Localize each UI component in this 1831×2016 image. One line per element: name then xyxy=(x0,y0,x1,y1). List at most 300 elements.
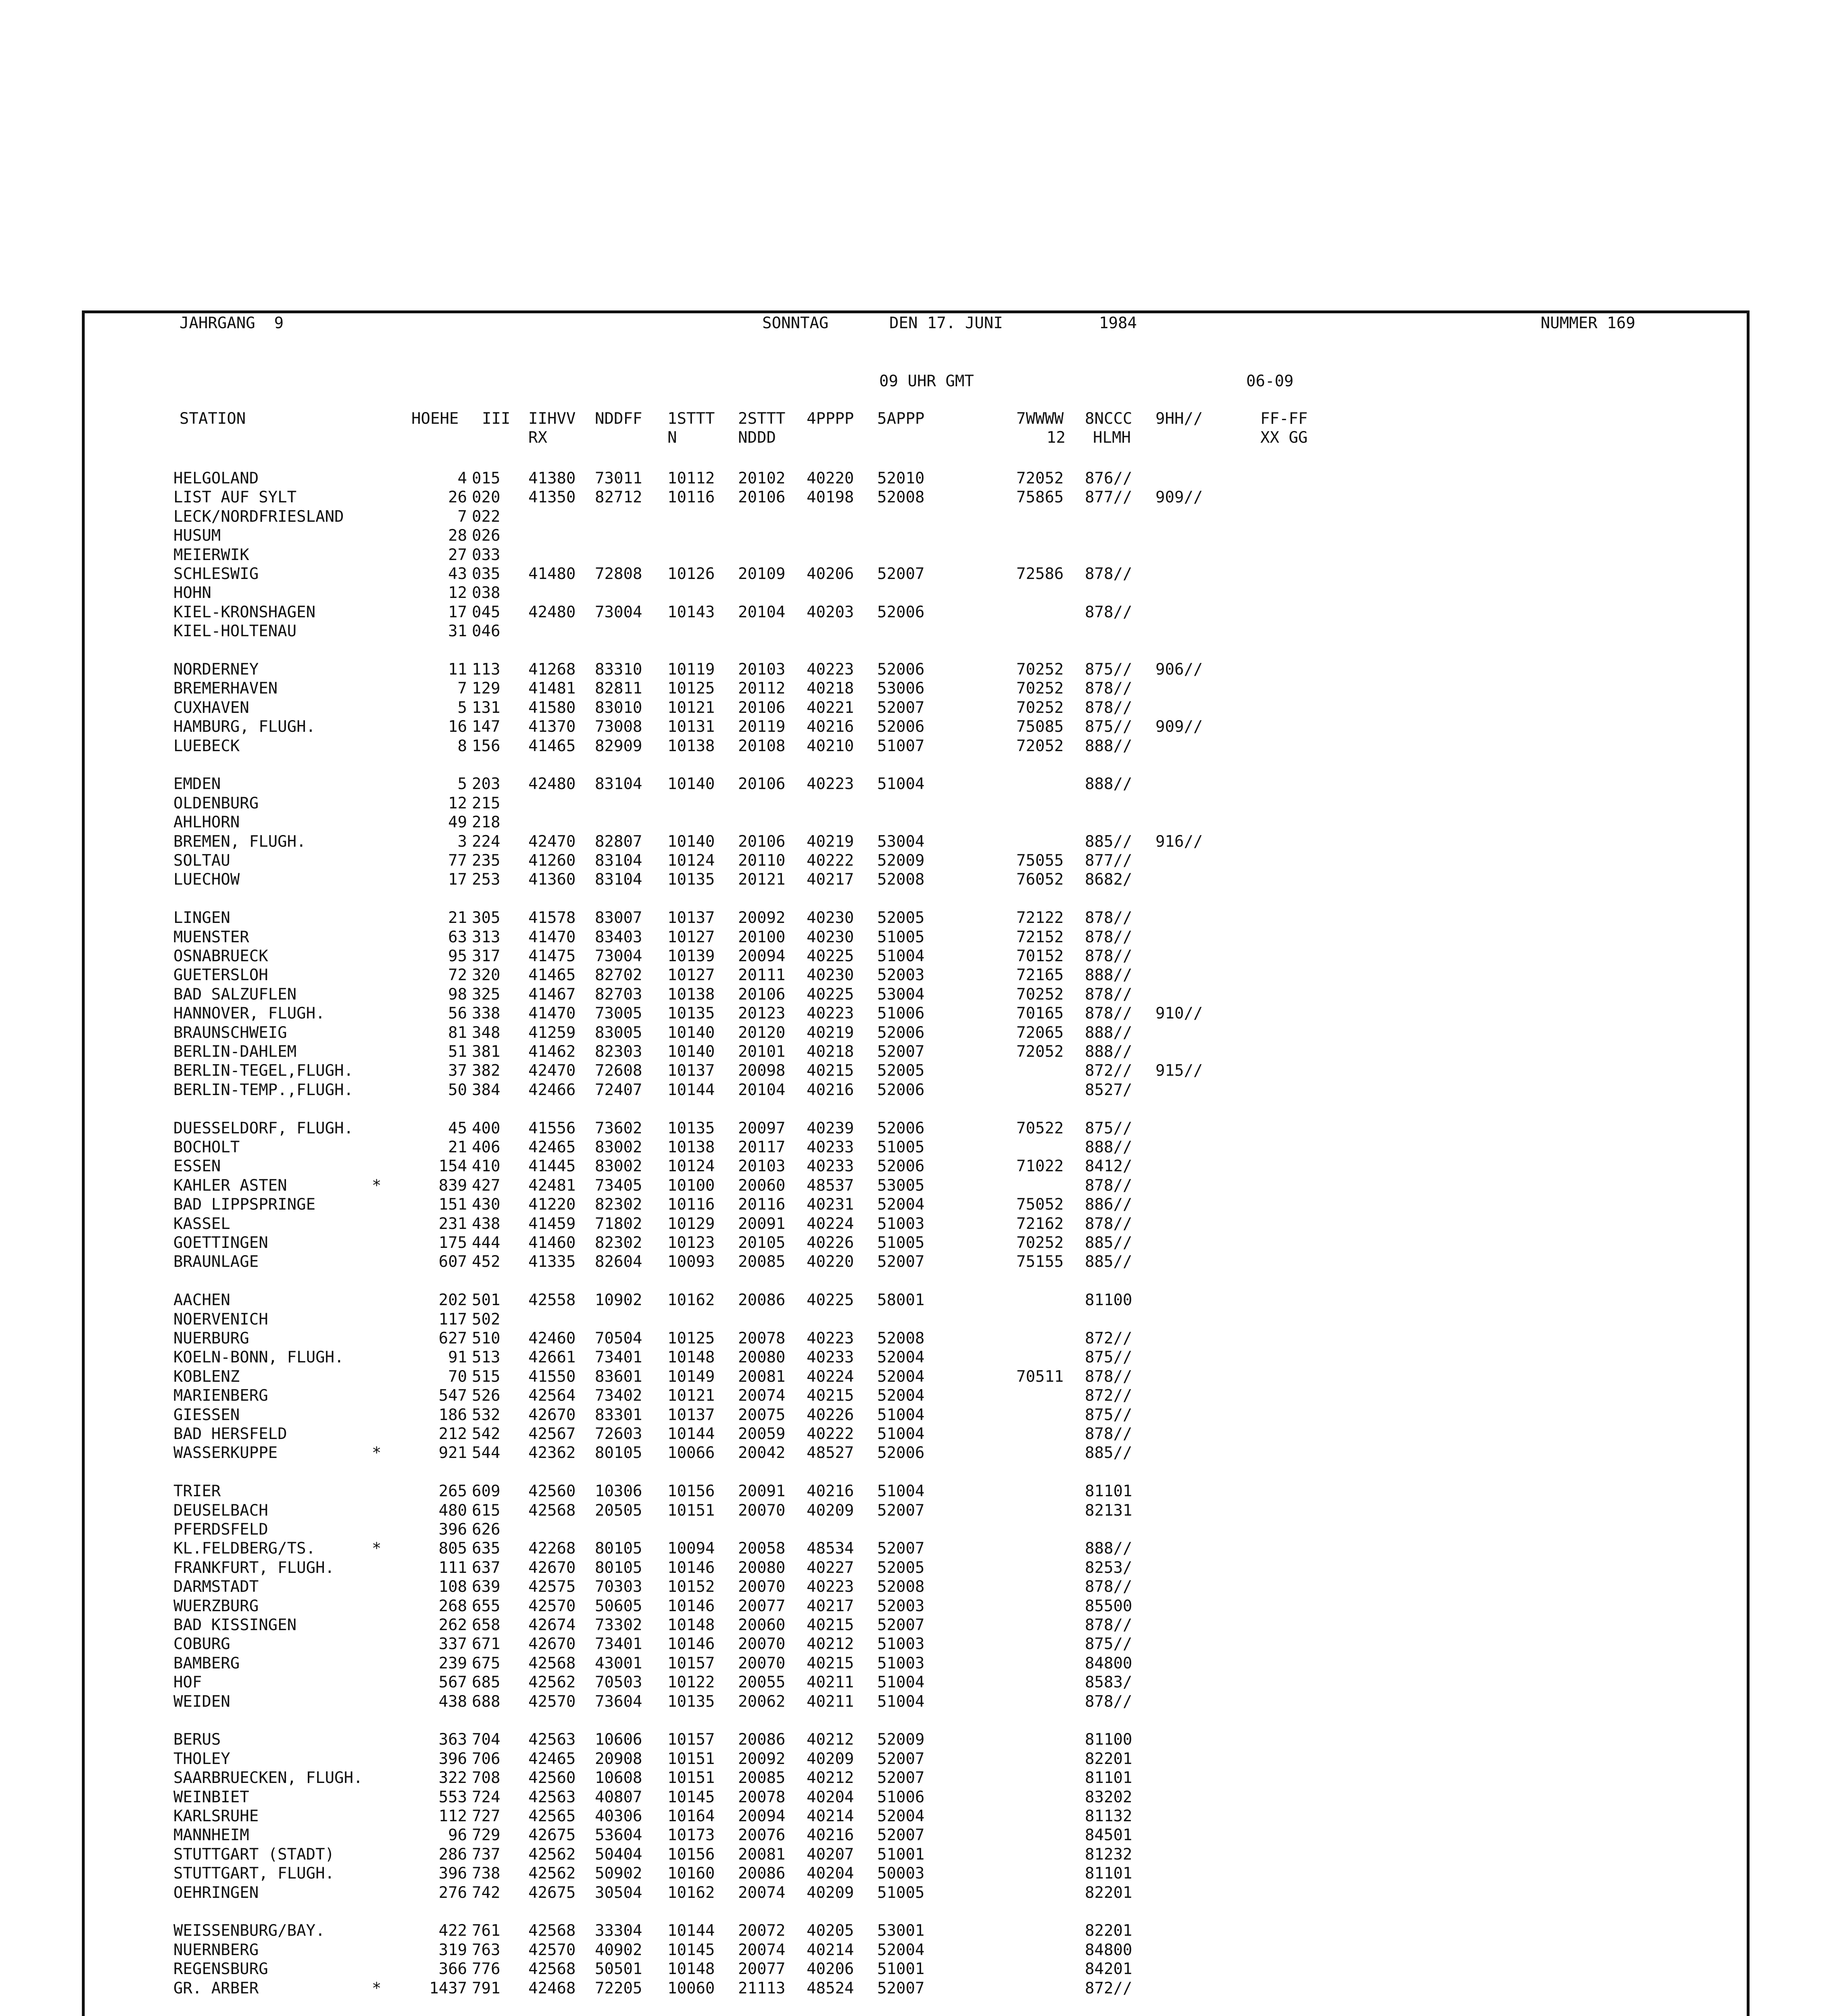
value-4pppp: 40216 xyxy=(807,718,854,736)
value-8nccc: 878// xyxy=(1085,698,1132,717)
station-altitude: 17 xyxy=(448,603,467,621)
value-2sttt: 20074 xyxy=(738,1387,786,1405)
col-8nccc: 8NCCC xyxy=(1085,410,1132,428)
value-4pppp: 40206 xyxy=(807,565,854,583)
station-name: MEIERWIK xyxy=(173,546,249,564)
station-id: 510 xyxy=(472,1329,501,1347)
value-4pppp: 40223 xyxy=(807,775,854,793)
value-4pppp: 48524 xyxy=(807,1979,854,1997)
value-nddff: 82703 xyxy=(595,985,642,1004)
value-iihvv: 42565 xyxy=(528,1807,576,1825)
value-4pppp: 40218 xyxy=(807,1043,854,1061)
value-8nccc: 888// xyxy=(1085,1023,1132,1042)
value-iihvv: 42562 xyxy=(528,1673,576,1692)
value-5appp: 51004 xyxy=(877,1692,925,1711)
station-id: 129 xyxy=(472,679,501,698)
value-4pppp: 40225 xyxy=(807,947,854,965)
value-4pppp: 40233 xyxy=(807,1348,854,1367)
station-altitude: 112 xyxy=(438,1807,467,1825)
value-4pppp: 40220 xyxy=(807,469,854,487)
station-name: HAMBURG, FLUGH. xyxy=(173,718,316,736)
station-name: BAD KISSINGEN xyxy=(173,1616,297,1634)
value-nddff: 83301 xyxy=(595,1406,642,1424)
value-8nccc: 875// xyxy=(1085,1119,1132,1137)
value-4pppp: 40233 xyxy=(807,1138,854,1156)
station-id: 438 xyxy=(472,1214,501,1233)
value-1sttt: 10123 xyxy=(667,1234,715,1252)
value-8nccc: 81100 xyxy=(1085,1291,1132,1310)
station-id: 203 xyxy=(472,775,501,793)
value-1sttt: 10140 xyxy=(667,1023,715,1042)
value-5appp: 51004 xyxy=(877,1406,925,1424)
value-nddff: 53604 xyxy=(595,1826,642,1845)
value-9hh: 909// xyxy=(1155,718,1203,736)
value-nddff: 80105 xyxy=(595,1444,642,1462)
value-5appp: 52004 xyxy=(877,1195,925,1214)
value-5appp: 52007 xyxy=(877,1769,925,1787)
station-altitude: 396 xyxy=(438,1749,467,1768)
value-1sttt: 10119 xyxy=(667,660,715,679)
value-2sttt: 20101 xyxy=(738,1043,786,1061)
value-5appp: 52004 xyxy=(877,1941,925,1959)
station-altitude: 8 xyxy=(457,737,467,755)
value-1sttt: 10140 xyxy=(667,775,715,793)
value-8nccc: 885// xyxy=(1085,1444,1132,1462)
value-1sttt: 10121 xyxy=(667,1387,715,1405)
value-nddff: 83310 xyxy=(595,660,642,679)
station-altitude: 1437 xyxy=(429,1979,467,1997)
value-nddff: 82811 xyxy=(595,679,642,698)
value-9hh: 906// xyxy=(1155,660,1203,679)
station-altitude: 95 xyxy=(448,947,467,965)
station-id: 305 xyxy=(472,909,501,927)
jahrgang-label: JAHRGANG 9 xyxy=(179,314,284,332)
value-4pppp: 40218 xyxy=(807,679,854,698)
value-7wwww: 75865 xyxy=(1016,488,1064,507)
value-iihvv: 42563 xyxy=(528,1731,576,1749)
value-2sttt: 20070 xyxy=(738,1501,786,1520)
station-altitude: 268 xyxy=(438,1597,467,1615)
station-name: BOCHOLT xyxy=(173,1138,240,1156)
station-name: BAMBERG xyxy=(173,1654,240,1672)
value-iihvv: 42560 xyxy=(528,1769,576,1787)
station-name: OLDENBURG xyxy=(173,794,259,812)
value-5appp: 52008 xyxy=(877,1329,925,1347)
station-name: BAD LIPPSPRINGE xyxy=(173,1195,316,1214)
station-altitude: 567 xyxy=(438,1673,467,1692)
value-2sttt: 20085 xyxy=(738,1253,786,1271)
value-nddff: 73402 xyxy=(595,1387,642,1405)
value-5appp: 52004 xyxy=(877,1348,925,1367)
col-ffff-sub: XX GG xyxy=(1260,429,1308,447)
value-nddff: 73302 xyxy=(595,1616,642,1634)
station-id: 382 xyxy=(472,1062,501,1080)
col-1sttt: 1STTT xyxy=(667,410,715,428)
value-1sttt: 10066 xyxy=(667,1444,715,1462)
station-altitude: 51 xyxy=(448,1043,467,1061)
value-8nccc: 877// xyxy=(1085,488,1132,507)
value-8nccc: 885// xyxy=(1085,1234,1132,1252)
value-5appp: 51007 xyxy=(877,737,925,755)
station-altitude: 81 xyxy=(448,1023,467,1042)
station-id: 727 xyxy=(472,1807,501,1825)
value-1sttt: 10145 xyxy=(667,1788,715,1806)
col-nddff: NDDFF xyxy=(595,410,642,428)
value-4pppp: 40226 xyxy=(807,1234,854,1252)
station-id: 253 xyxy=(472,871,501,889)
value-nddff: 82604 xyxy=(595,1253,642,1271)
station-id: 544 xyxy=(472,1444,501,1462)
value-8nccc: 872// xyxy=(1085,1979,1132,1997)
value-iihvv: 42568 xyxy=(528,1654,576,1672)
station-name: LUEBECK xyxy=(173,737,240,755)
value-nddff: 50605 xyxy=(595,1597,642,1615)
value-5appp: 52006 xyxy=(877,1081,925,1099)
value-5appp: 52005 xyxy=(877,909,925,927)
value-5appp: 51005 xyxy=(877,1138,925,1156)
value-5appp: 52007 xyxy=(877,1253,925,1271)
value-1sttt: 10125 xyxy=(667,679,715,698)
value-2sttt: 20086 xyxy=(738,1864,786,1883)
value-nddff: 83002 xyxy=(595,1157,642,1176)
value-2sttt: 20092 xyxy=(738,1749,786,1768)
value-1sttt: 10116 xyxy=(667,488,715,507)
value-nddff: 83104 xyxy=(595,871,642,889)
station-id: 427 xyxy=(472,1176,501,1195)
value-4pppp: 40217 xyxy=(807,1597,854,1615)
value-9hh: 910// xyxy=(1155,1004,1203,1023)
value-nddff: 10608 xyxy=(595,1769,642,1787)
value-8nccc: 81101 xyxy=(1085,1482,1132,1501)
value-4pppp: 40226 xyxy=(807,1406,854,1424)
value-2sttt: 20077 xyxy=(738,1960,786,1979)
value-7wwww: 70252 xyxy=(1016,1234,1064,1252)
value-5appp: 51004 xyxy=(877,1425,925,1443)
value-1sttt: 10164 xyxy=(667,1807,715,1825)
station-name: GOETTINGEN xyxy=(173,1234,268,1252)
value-5appp: 51004 xyxy=(877,775,925,793)
value-iihvv: 42568 xyxy=(528,1960,576,1979)
value-1sttt: 10151 xyxy=(667,1749,715,1768)
station-name: GIESSEN xyxy=(173,1406,240,1424)
value-8nccc: 878// xyxy=(1085,1176,1132,1195)
value-nddff: 80105 xyxy=(595,1558,642,1577)
value-4pppp: 48537 xyxy=(807,1176,854,1195)
value-nddff: 40902 xyxy=(595,1941,642,1959)
col-7wwww: 7WWWW xyxy=(1016,410,1064,428)
value-nddff: 82303 xyxy=(595,1043,642,1061)
value-8nccc: 84800 xyxy=(1085,1941,1132,1959)
value-2sttt: 20103 xyxy=(738,1157,786,1176)
value-2sttt: 20106 xyxy=(738,985,786,1004)
value-iihvv: 41380 xyxy=(528,469,576,487)
value-5appp: 50003 xyxy=(877,1864,925,1883)
value-8nccc: 83202 xyxy=(1085,1788,1132,1806)
station-name: STUTTGART, FLUGH. xyxy=(173,1864,335,1883)
value-1sttt: 10131 xyxy=(667,718,715,736)
value-iihvv: 42560 xyxy=(528,1482,576,1501)
value-nddff: 82302 xyxy=(595,1195,642,1214)
station-altitude: 5 xyxy=(457,698,467,717)
value-2sttt: 20078 xyxy=(738,1329,786,1347)
value-8nccc: 888// xyxy=(1085,1539,1132,1558)
station-name: STUTTGART (STADT) xyxy=(173,1845,335,1864)
station-altitude: 77 xyxy=(448,852,467,870)
value-iihvv: 41467 xyxy=(528,985,576,1004)
value-1sttt: 10135 xyxy=(667,1004,715,1023)
station-name: OSNABRUECK xyxy=(173,947,268,965)
value-4pppp: 40204 xyxy=(807,1864,854,1883)
value-5appp: 51004 xyxy=(877,947,925,965)
mountain-marker: * xyxy=(372,1539,382,1558)
value-4pppp: 40231 xyxy=(807,1195,854,1214)
station-altitude: 154 xyxy=(438,1157,467,1176)
station-name: BERLIN-TEMP.,FLUGH. xyxy=(173,1081,354,1099)
mountain-marker: * xyxy=(372,1444,382,1462)
value-4pppp: 40224 xyxy=(807,1214,854,1233)
station-id: 035 xyxy=(472,565,501,583)
value-iihvv: 42460 xyxy=(528,1329,576,1347)
value-1sttt: 10124 xyxy=(667,1157,715,1176)
value-iihvv: 42567 xyxy=(528,1425,576,1443)
value-iihvv: 42268 xyxy=(528,1539,576,1558)
value-1sttt: 10144 xyxy=(667,1425,715,1443)
value-8nccc: 878// xyxy=(1085,565,1132,583)
value-4pppp: 40225 xyxy=(807,985,854,1004)
value-nddff: 71802 xyxy=(595,1214,642,1233)
station-name: GR. ARBER xyxy=(173,1979,259,1997)
value-1sttt: 10100 xyxy=(667,1176,715,1195)
value-5appp: 52008 xyxy=(877,871,925,889)
value-4pppp: 40210 xyxy=(807,737,854,755)
station-altitude: 3 xyxy=(457,832,467,851)
value-5appp: 53005 xyxy=(877,1176,925,1195)
value-2sttt: 20116 xyxy=(738,1195,786,1214)
value-nddff: 72808 xyxy=(595,565,642,583)
value-7wwww: 70252 xyxy=(1016,679,1064,698)
value-2sttt: 20104 xyxy=(738,1081,786,1099)
value-1sttt: 10125 xyxy=(667,1329,715,1347)
value-2sttt: 20109 xyxy=(738,565,786,583)
station-altitude: 286 xyxy=(438,1845,467,1864)
value-2sttt: 20094 xyxy=(738,1807,786,1825)
station-altitude: 63 xyxy=(448,928,467,946)
value-2sttt: 20070 xyxy=(738,1635,786,1654)
value-1sttt: 10135 xyxy=(667,871,715,889)
value-5appp: 52005 xyxy=(877,1558,925,1577)
value-8nccc: 81132 xyxy=(1085,1807,1132,1825)
value-1sttt: 10144 xyxy=(667,1081,715,1099)
station-altitude: 231 xyxy=(438,1214,467,1233)
value-iihvv: 42362 xyxy=(528,1444,576,1462)
station-id: 688 xyxy=(472,1692,501,1711)
value-1sttt: 10157 xyxy=(667,1654,715,1672)
value-1sttt: 10124 xyxy=(667,852,715,870)
value-nddff: 83104 xyxy=(595,852,642,870)
value-2sttt: 20062 xyxy=(738,1692,786,1711)
value-nddff: 73008 xyxy=(595,718,642,736)
value-8nccc: 82201 xyxy=(1085,1749,1132,1768)
station-name: TRIER xyxy=(173,1482,221,1501)
value-iihvv: 41465 xyxy=(528,737,576,755)
value-8nccc: 878// xyxy=(1085,947,1132,965)
value-4pppp: 40215 xyxy=(807,1387,854,1405)
value-2sttt: 20085 xyxy=(738,1769,786,1787)
station-id: 313 xyxy=(472,928,501,946)
value-8nccc: 888// xyxy=(1085,1043,1132,1061)
value-nddff: 50404 xyxy=(595,1845,642,1864)
value-nddff: 72608 xyxy=(595,1062,642,1080)
station-id: 658 xyxy=(472,1616,501,1634)
value-iihvv: 42670 xyxy=(528,1635,576,1654)
value-2sttt: 20103 xyxy=(738,660,786,679)
station-name: MUENSTER xyxy=(173,928,249,946)
station-id: 444 xyxy=(472,1234,501,1252)
value-nddff: 10902 xyxy=(595,1291,642,1310)
value-1sttt: 10173 xyxy=(667,1826,715,1845)
value-1sttt: 10138 xyxy=(667,737,715,755)
value-9hh: 909// xyxy=(1155,488,1203,507)
value-iihvv: 41259 xyxy=(528,1023,576,1042)
station-name: KARLSRUHE xyxy=(173,1807,259,1825)
value-iihvv: 41481 xyxy=(528,679,576,698)
value-8nccc: 878// xyxy=(1085,1692,1132,1711)
value-iihvv: 41350 xyxy=(528,488,576,507)
value-8nccc: 82201 xyxy=(1085,1922,1132,1940)
station-name: BREMEN, FLUGH. xyxy=(173,832,306,851)
station-name: THOLEY xyxy=(173,1749,230,1768)
day-label: SONNTAG xyxy=(762,314,829,332)
station-id: 675 xyxy=(472,1654,501,1672)
value-iihvv: 41580 xyxy=(528,698,576,717)
value-1sttt: 10156 xyxy=(667,1845,715,1864)
col-8nccc-sub: HLMH xyxy=(1093,429,1131,447)
value-8nccc: 82201 xyxy=(1085,1883,1132,1902)
station-altitude: 31 xyxy=(448,622,467,641)
station-id: 737 xyxy=(472,1845,501,1864)
value-9hh: 916// xyxy=(1155,832,1203,851)
value-7wwww: 72052 xyxy=(1016,469,1064,487)
value-1sttt: 10139 xyxy=(667,947,715,965)
value-iihvv: 42465 xyxy=(528,1138,576,1156)
station-name: FRANKFURT, FLUGH. xyxy=(173,1558,335,1577)
value-2sttt: 20117 xyxy=(738,1138,786,1156)
value-4pppp: 40215 xyxy=(807,1616,854,1634)
station-id: 776 xyxy=(472,1960,501,1979)
station-name: WEINBIET xyxy=(173,1788,249,1806)
station-name: NUERNBERG xyxy=(173,1941,259,1959)
value-iihvv: 41465 xyxy=(528,966,576,985)
value-nddff: 33304 xyxy=(595,1922,642,1940)
value-2sttt: 20060 xyxy=(738,1176,786,1195)
value-nddff: 50501 xyxy=(595,1960,642,1979)
value-4pppp: 40220 xyxy=(807,1253,854,1271)
station-name: BERLIN-DAHLEM xyxy=(173,1043,297,1061)
value-2sttt: 20098 xyxy=(738,1062,786,1080)
station-name: SAARBRUECKEN, FLUGH. xyxy=(173,1769,363,1787)
station-name: HELGOLAND xyxy=(173,469,259,487)
value-1sttt: 10146 xyxy=(667,1597,715,1615)
value-7wwww: 70252 xyxy=(1016,660,1064,679)
value-2sttt: 20100 xyxy=(738,928,786,946)
col-5appp: 5APPP xyxy=(877,410,925,428)
station-name: LUECHOW xyxy=(173,871,240,889)
station-name: KL.FELDBERG/TS. xyxy=(173,1539,316,1558)
value-iihvv: 41556 xyxy=(528,1119,576,1137)
value-8nccc: 8682/ xyxy=(1085,871,1132,889)
station-id: 685 xyxy=(472,1673,501,1692)
station-altitude: 319 xyxy=(438,1941,467,1959)
value-7wwww: 72586 xyxy=(1016,565,1064,583)
value-7wwww: 76052 xyxy=(1016,871,1064,889)
station-altitude: 805 xyxy=(438,1539,467,1558)
value-5appp: 53001 xyxy=(877,1922,925,1940)
value-iihvv: 42670 xyxy=(528,1406,576,1424)
value-nddff: 10606 xyxy=(595,1731,642,1749)
value-4pppp: 40216 xyxy=(807,1482,854,1501)
station-id: 513 xyxy=(472,1348,501,1367)
value-4pppp: 40214 xyxy=(807,1941,854,1959)
value-4pppp: 40239 xyxy=(807,1119,854,1137)
value-iihvv: 42670 xyxy=(528,1558,576,1577)
value-8nccc: 81101 xyxy=(1085,1864,1132,1883)
station-id: 532 xyxy=(472,1406,501,1424)
station-name: WEISSENBURG/BAY. xyxy=(173,1922,325,1940)
value-5appp: 52007 xyxy=(877,1979,925,1997)
value-nddff: 73604 xyxy=(595,1692,642,1711)
value-iihvv: 41550 xyxy=(528,1367,576,1386)
station-id: 131 xyxy=(472,698,501,717)
value-nddff: 82807 xyxy=(595,832,642,851)
station-id: 526 xyxy=(472,1387,501,1405)
station-id: 791 xyxy=(472,1979,501,1997)
station-altitude: 37 xyxy=(448,1062,467,1080)
value-7wwww: 71022 xyxy=(1016,1157,1064,1176)
value-2sttt: 20091 xyxy=(738,1482,786,1501)
value-8nccc: 81100 xyxy=(1085,1731,1132,1749)
station-id: 147 xyxy=(472,718,501,736)
value-5appp: 52009 xyxy=(877,1731,925,1749)
value-2sttt: 20055 xyxy=(738,1673,786,1692)
value-5appp: 52006 xyxy=(877,1119,925,1137)
station-name: OEHRINGEN xyxy=(173,1883,259,1902)
value-iihvv: 41268 xyxy=(528,660,576,679)
value-nddff: 82909 xyxy=(595,737,642,755)
value-5appp: 58001 xyxy=(877,1291,925,1310)
station-name: BAD SALZUFLEN xyxy=(173,985,297,1004)
station-id: 045 xyxy=(472,603,501,621)
value-8nccc: 878// xyxy=(1085,679,1132,698)
station-name: BERLIN-TEGEL,FLUGH. xyxy=(173,1062,354,1080)
station-altitude: 7 xyxy=(457,679,467,698)
station-id: 615 xyxy=(472,1501,501,1520)
value-7wwww: 72162 xyxy=(1016,1214,1064,1233)
station-altitude: 16 xyxy=(448,718,467,736)
station-altitude: 91 xyxy=(448,1348,467,1367)
value-2sttt: 20119 xyxy=(738,718,786,736)
station-altitude: 553 xyxy=(438,1788,467,1806)
value-nddff: 50902 xyxy=(595,1864,642,1883)
value-5appp: 52007 xyxy=(877,1043,925,1061)
station-name: KAHLER ASTEN xyxy=(173,1176,287,1195)
value-2sttt: 20110 xyxy=(738,852,786,870)
value-2sttt: 20105 xyxy=(738,1234,786,1252)
value-iihvv: 42466 xyxy=(528,1081,576,1099)
station-id: 218 xyxy=(472,813,501,832)
station-altitude: 70 xyxy=(448,1367,467,1386)
value-nddff: 72603 xyxy=(595,1425,642,1443)
value-4pppp: 40216 xyxy=(807,1826,854,1845)
